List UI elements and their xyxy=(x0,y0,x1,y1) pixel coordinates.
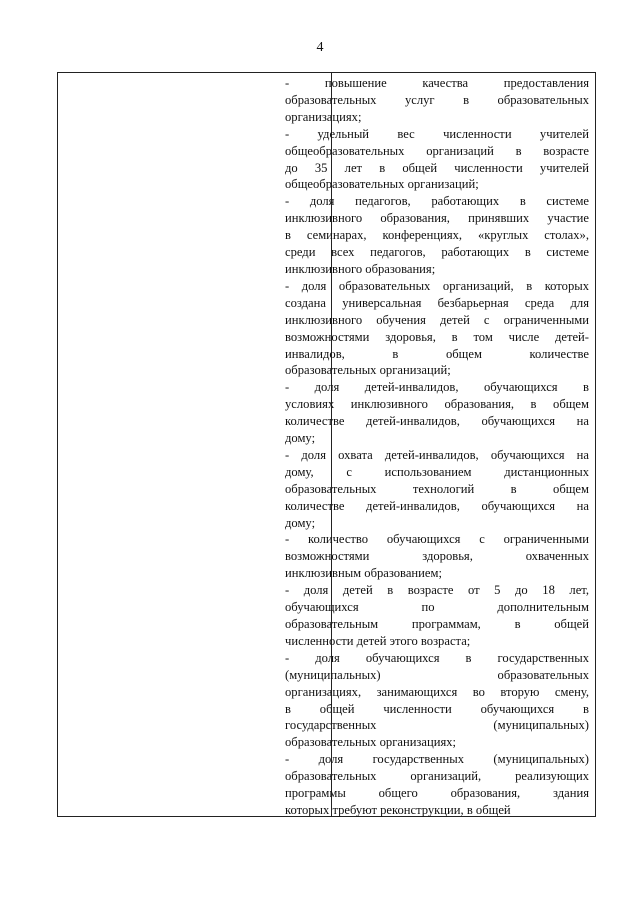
indicator-line: - количество обучающихся с ограниченными xyxy=(285,532,589,547)
indicator-line: возможностями здоровья, охваченных xyxy=(285,549,589,564)
indicator-line: условиях инклюзивного образования, в общем xyxy=(285,397,589,412)
indicator-line: инклюзивным образованием; xyxy=(285,566,442,581)
indicator-line: - доля педагогов, работающих в системе xyxy=(285,194,589,209)
indicator-line: общеобразовательных организаций в возрасте xyxy=(285,143,589,158)
indicator-line: количестве детей-инвалидов, обучающихся на xyxy=(285,498,589,513)
indicator-line: организациях; xyxy=(285,109,362,124)
indicator-line: образовательных услуг в образовательных xyxy=(285,92,589,107)
indicator-line: - доля государственных (муниципальных) xyxy=(285,752,589,767)
indicator-line: образовательных организациях; xyxy=(285,735,457,750)
indicator-line: дому; xyxy=(285,515,316,530)
indicator-line: инклюзивного образования, принявших участие xyxy=(285,211,589,226)
indicator-line: - доля образовательных организаций, в которых xyxy=(285,278,589,293)
indicator-line: - доля охвата детей-инвалидов, обучающихся на xyxy=(285,447,589,462)
indicator-line: возможностями здоровья, в том числе детей- xyxy=(285,329,589,344)
indicator-line: образовательных организаций, реализующих xyxy=(285,769,589,784)
indicator-line: образовательных организаций; xyxy=(285,363,451,378)
indicator-line: образовательным программам, в общей xyxy=(285,617,589,631)
indicator-item xyxy=(285,126,589,194)
indicator-item xyxy=(285,75,589,126)
indicator-list xyxy=(285,75,589,819)
indicator-line: которых требуют реконструкции, в общей xyxy=(285,802,511,817)
indicator-line: среди всех педагогов, работающих в системе xyxy=(285,245,589,260)
indicator-line: - повышение качества предоставления xyxy=(285,76,589,90)
indicator-line: до 35 лет в общей численности учителей xyxy=(285,160,589,175)
indicator-item xyxy=(285,582,589,650)
indicator-item xyxy=(285,751,589,819)
indicator-item xyxy=(285,447,589,532)
indicator-line: - доля обучающихся в государственных xyxy=(285,650,589,665)
indicator-item xyxy=(285,193,589,278)
indicator-line: - удельный вес численности учителей xyxy=(285,126,589,141)
indicator-line: дому, с использованием дистанционных xyxy=(285,464,589,479)
indicator-line: - доля детей-инвалидов, обучающихся в xyxy=(285,380,589,395)
indicator-line: в общей численности обучающихся в xyxy=(285,701,589,716)
indicator-line: инклюзивного образования; xyxy=(285,261,436,276)
indicator-line: создана универсальная безбарьерная среда для xyxy=(285,295,589,310)
indicator-line: (муниципальных) образовательных xyxy=(285,667,589,682)
indicator-line: образовательных технологий в общем xyxy=(285,481,589,496)
indicator-line: государственных (муниципальных) xyxy=(285,718,589,733)
indicator-line: количестве детей-инвалидов, обучающихся на xyxy=(285,414,589,429)
indicator-item xyxy=(285,278,589,379)
page-number: 4 xyxy=(316,40,324,55)
indicator-line: общеобразовательных организаций; xyxy=(285,177,479,192)
indicator-line: дому; xyxy=(285,431,316,446)
indicator-line: инклюзивного обучения детей с ограниченными xyxy=(285,312,589,327)
indicator-line: обучающихся по дополнительным xyxy=(285,600,589,615)
indicator-line: - доля детей в возрасте от 5 до 18 лет, xyxy=(285,583,589,598)
indicator-line: программы общего образования, здания xyxy=(285,786,589,801)
indicator-item xyxy=(285,531,589,582)
indicator-line: в семинарах, конференциях, «круглых столах», xyxy=(285,228,589,243)
indicator-item xyxy=(285,650,589,751)
indicator-line: численности детей этого возраста; xyxy=(285,633,471,648)
indicator-line: инвалидов, в общем количестве xyxy=(285,346,589,361)
indicator-item xyxy=(285,379,589,447)
indicator-line: организациях, занимающихся во вторую смену, xyxy=(285,684,589,699)
